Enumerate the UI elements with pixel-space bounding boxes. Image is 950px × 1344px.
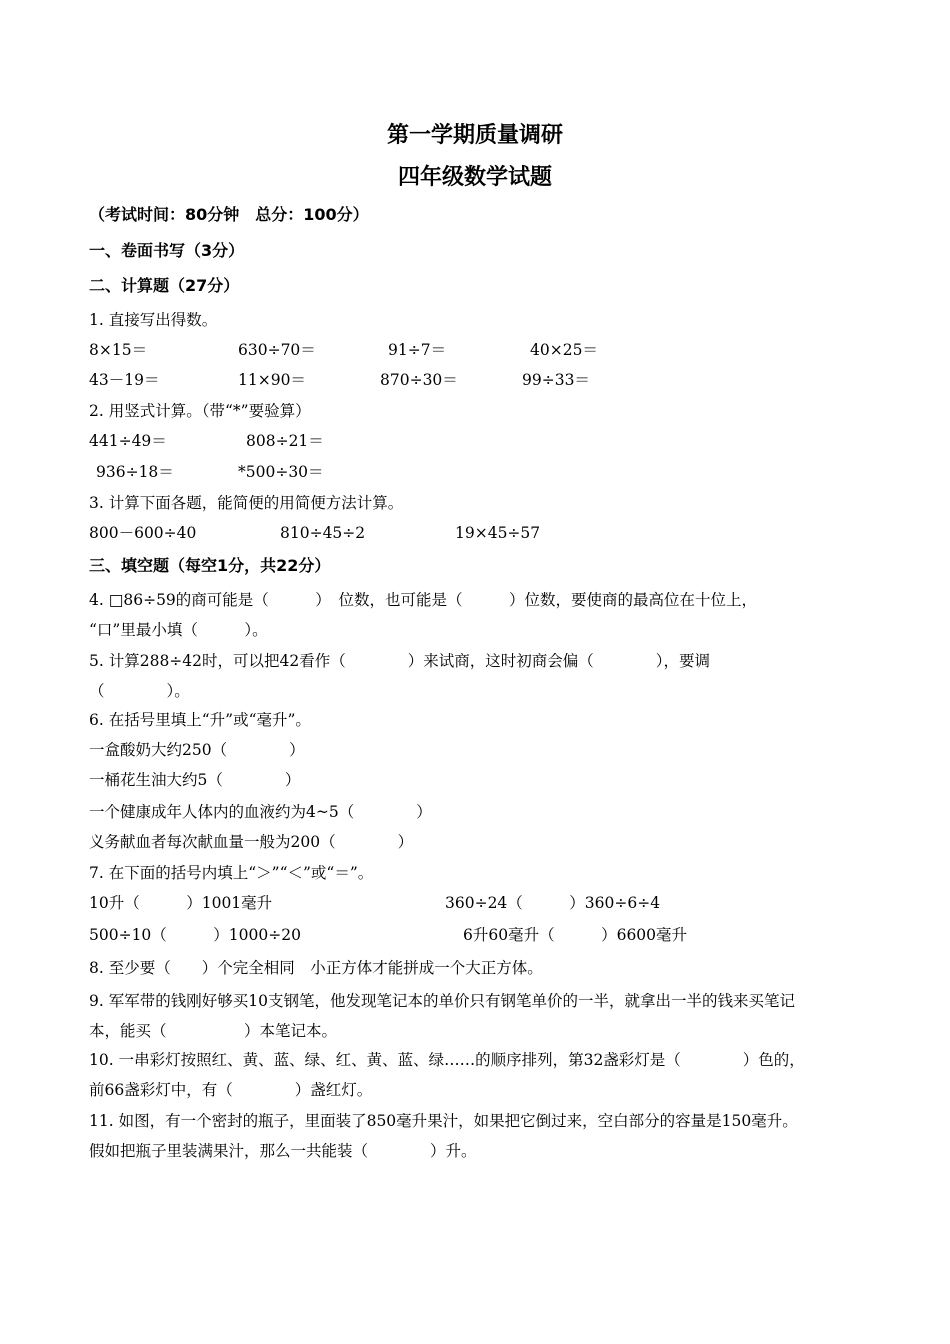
q7-item: 500÷10（ ）1000÷20 xyxy=(89,926,301,944)
page-subtitle: 四年级数学试题 xyxy=(397,165,552,190)
question-10-line-1: 10. 一串彩灯按照红、黄、蓝、绿、红、黄、蓝、绿……的顺序排列，第32盏彩灯是（ ）色的， xyxy=(89,1051,805,1069)
q3-item: 800－600÷40 xyxy=(89,524,197,542)
q1-item: 91÷7＝ xyxy=(388,341,447,359)
question-10-line-2: 前66盏彩灯中，有（ ）盏红灯。 xyxy=(89,1081,373,1099)
page-title: 第一学期质量调研 xyxy=(386,123,563,148)
q2-item: 936÷18＝ xyxy=(96,463,174,481)
question-8: 8. 至少要（ ）个完全相同 小正方体才能拼成一个大正方体。 xyxy=(89,959,543,977)
q2-item: 441÷49＝ xyxy=(89,432,167,450)
q6-item: 一盒酸奶大约250（ ） xyxy=(89,741,305,759)
q6-item: 义务献血者每次献血量一般为200（ ） xyxy=(89,833,414,851)
q3-item: 810÷45÷2 xyxy=(280,524,366,542)
q2-item: 808÷21＝ xyxy=(246,432,324,450)
question-3-prompt: 3. 计算下面各题，能简便的用简便方法计算。 xyxy=(89,494,404,512)
exam-info: （考试时间：80分钟 总分：100分） xyxy=(89,205,369,224)
question-9-line-1: 9. 军军带的钱刚好够买10支钢笔，他发现笔记本的单价只有钢笔单价的一半，就拿出一半的钱来买笔记 xyxy=(89,992,795,1010)
question-9-line-2: 本，能买（ ）本笔记本。 xyxy=(89,1022,338,1040)
question-4-line-2: “口”里最小填（ ）。 xyxy=(89,621,268,639)
q1-item: 870÷30＝ xyxy=(380,371,458,389)
q6-item: 一桶花生油大约5（ ） xyxy=(89,771,301,789)
q2-item: *500÷30＝ xyxy=(238,463,324,481)
question-7-prompt: 7. 在下面的括号内填上“＞”“＜”或“＝”。 xyxy=(89,864,374,882)
question-1-prompt: 1. 直接写出得数。 xyxy=(89,311,218,329)
section-heading-3: 三、填空题（每空1分，共22分） xyxy=(89,556,331,575)
q7-item: 6升60毫升（ ）6600毫升 xyxy=(463,926,688,944)
q1-item: 99÷33＝ xyxy=(522,371,590,389)
q1-item: 630÷70＝ xyxy=(238,341,316,359)
question-11-line-2: 假如把瓶子里装满果汁，那么一共能装（ ）升。 xyxy=(89,1142,477,1160)
q1-item: 40×25＝ xyxy=(530,341,598,359)
q1-item: 11×90＝ xyxy=(238,371,306,389)
q1-item: 8×15＝ xyxy=(89,341,148,359)
q1-item: 43－19＝ xyxy=(89,371,160,389)
q7-item: 360÷24（ ）360÷6÷4 xyxy=(445,894,661,912)
q3-item: 19×45÷57 xyxy=(455,524,541,542)
section-heading-2: 二、计算题（27分） xyxy=(89,276,240,295)
q6-item: 一个健康成年人体内的血液约为4~5（ ） xyxy=(89,803,432,821)
question-11-line-1: 11. 如图，有一个密封的瓶子，里面装了850毫升果汁，如果把它倒过来，空白部分的容量是150毫升。 xyxy=(89,1112,798,1130)
question-5-line-1: 5. 计算288÷42时，可以把42看作（ ）来试商，这时初商会偏（ ），要调 xyxy=(89,652,710,670)
question-6-prompt: 6. 在括号里填上“升”或“毫升”。 xyxy=(89,711,311,729)
question-2-prompt: 2. 用竖式计算。（带“*”要验算） xyxy=(89,402,311,420)
question-4-line-1: 4. □86÷59的商可能是（ ） 位数，也可能是（ ）位数，要使商的最高位在十位上， xyxy=(89,591,758,609)
q7-item: 10升（ ）1001毫升 xyxy=(89,894,273,912)
question-5-line-2: （ ）。 xyxy=(89,682,190,700)
section-heading-1: 一、卷面书写（3分） xyxy=(89,241,245,260)
